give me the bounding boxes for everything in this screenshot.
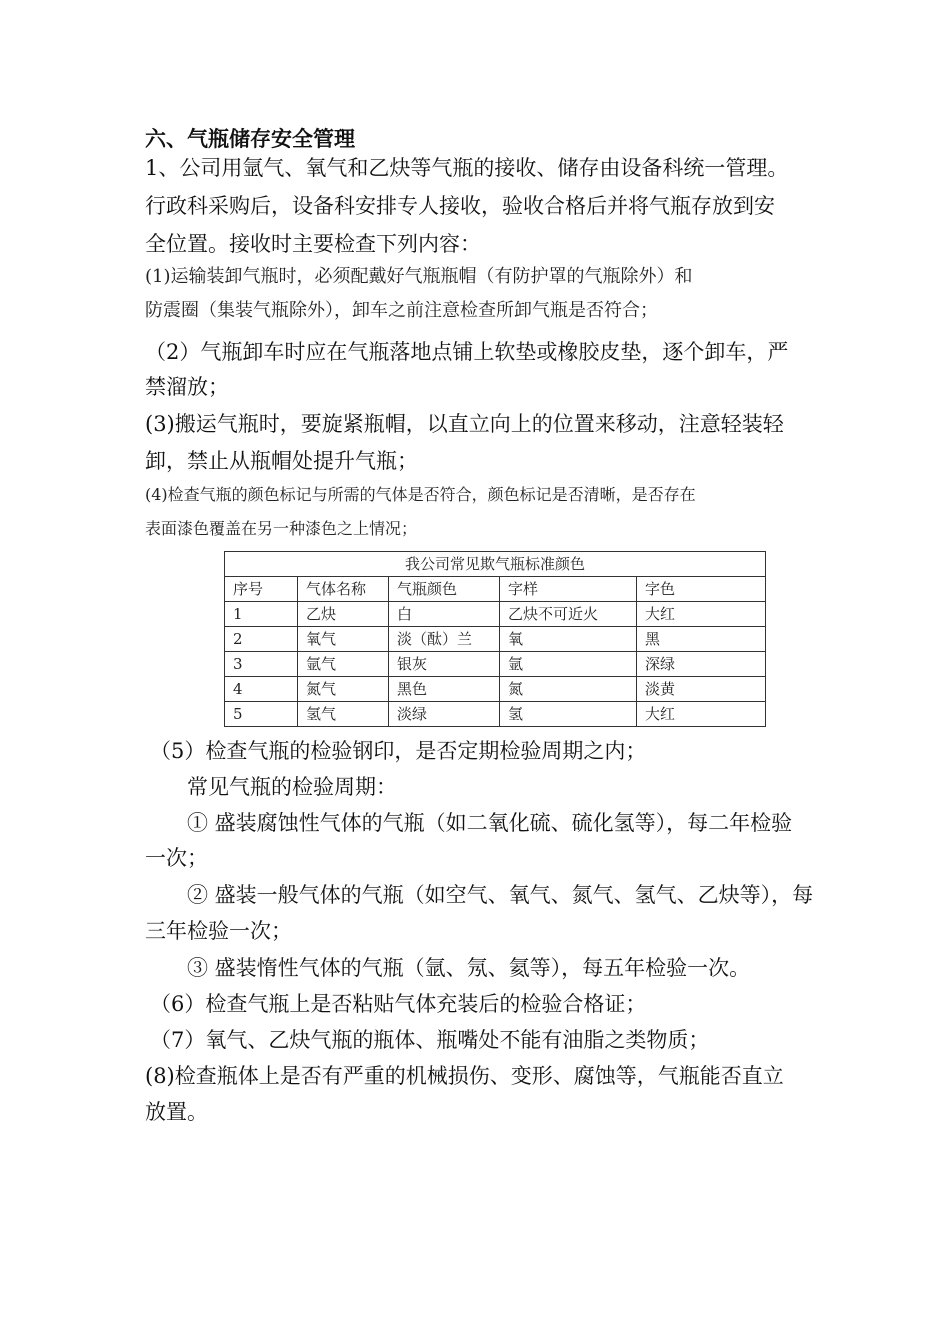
table-row	[225, 652, 766, 677]
table-cell: 黑色	[389, 677, 500, 702]
table-cell: 4	[225, 677, 298, 702]
table-cell: 淡绿	[389, 702, 500, 727]
item-7: （7）氧气、乙炔气瓶的瓶体、瓶嘴处不能有油脂之类物质；	[150, 1028, 710, 1052]
table-cell: 深绿	[637, 652, 766, 677]
table-cell: 黑	[637, 627, 766, 652]
table-cell: 淡（酞）兰	[389, 627, 500, 652]
item-3-line-2: 卸，禁止从瓶帽处提升气瓶；	[145, 449, 418, 473]
table-cell: 白	[389, 602, 500, 627]
table-row	[225, 677, 766, 702]
table-cell: 1	[225, 602, 298, 627]
inspection-period-title: 常见气瓶的检验周期：	[187, 775, 397, 799]
item-2-line-2: 禁溜放；	[145, 375, 229, 399]
period-1-line-1: ① 盛装腐蚀性气体的气瓶（如二氧化硫、硫化氢等），每二年检验	[187, 811, 793, 835]
header-cell-lettering-color: 字色	[637, 577, 766, 602]
table-cell: 淡黄	[637, 677, 766, 702]
table-cell: 2	[225, 627, 298, 652]
table-cell: 3	[225, 652, 298, 677]
table-header-row	[225, 577, 766, 602]
period-2-line-1: ② 盛装一般气体的气瓶（如空气、氧气、氮气、氢气、乙炔等），每	[187, 883, 814, 907]
section-heading: 六、气瓶储存安全管理	[145, 126, 355, 151]
table-cell: 银灰	[389, 652, 500, 677]
item-5: （5）检查气瓶的检验钢印，是否定期检验周期之内；	[150, 739, 647, 763]
table-cell: 氧气	[298, 627, 389, 652]
header-cell-index: 序号	[225, 577, 298, 602]
table-cell: 大红	[637, 602, 766, 627]
table-cell: 氢气	[298, 702, 389, 727]
item-2-line-1: （2）气瓶卸车时应在气瓶落地点铺上软垫或橡胶皮垫，逐个卸车，严	[145, 340, 789, 364]
item-4-line-2: 表面漆色覆盖在另一种漆色之上情况；	[145, 519, 418, 538]
header-cell-lettering: 字样	[500, 577, 637, 602]
intro-line-3: 全位置。接收时主要检查下列内容：	[145, 232, 481, 256]
table-caption-row	[225, 552, 766, 577]
item-6: （6）检查气瓶上是否粘贴气体充装后的检验合格证；	[150, 992, 647, 1016]
gas-cylinder-color-table	[224, 551, 766, 727]
intro-line-1: 1、公司用氩气、氧气和乙炔等气瓶的接收、储存由设备科统一管理。	[145, 156, 789, 180]
table-row	[225, 702, 766, 727]
item-4-line-1: (4)检查气瓶的颜色标记与所需的气体是否符合，颜色标记是否清晰，是否存在	[145, 485, 696, 504]
header-cell-cylinder-color: 气瓶颜色	[389, 577, 500, 602]
table-cell: 氩气	[298, 652, 389, 677]
table-cell: 氢	[500, 702, 637, 727]
period-2-line-2: 三年检验一次；	[145, 919, 292, 943]
table-cell: 乙炔不可近火	[500, 602, 637, 627]
item-8-line-1: (8)检查瓶体上是否有严重的机械损伤、变形、腐蚀等，气瓶能否直立	[145, 1064, 784, 1088]
table-cell: 5	[225, 702, 298, 727]
table-cell: 氧	[500, 627, 637, 652]
table-row	[225, 602, 766, 627]
table-cell: 氩	[500, 652, 637, 677]
period-1-line-2: 一次；	[145, 846, 208, 870]
table-caption: 我公司常见欺气瓶标准颜色	[225, 552, 766, 577]
item-1-line-1: (1)运输装卸气瓶时，必须配戴好气瓶瓶帽（有防护罩的气瓶除外）和	[145, 266, 693, 287]
period-3: ③ 盛装惰性气体的气瓶（氩、氖、氦等），每五年检验一次。	[187, 956, 751, 980]
item-8-line-2: 放置。	[145, 1100, 208, 1124]
table-cell: 乙炔	[298, 602, 389, 627]
table-cell: 氮气	[298, 677, 389, 702]
table-row	[225, 627, 766, 652]
item-3-line-1: (3)搬运气瓶时，要旋紧瓶帽，以直立向上的位置来移动，注意轻装轻	[145, 412, 784, 436]
table-cell: 大红	[637, 702, 766, 727]
header-cell-gas-name: 气体名称	[298, 577, 389, 602]
table-cell: 氮	[500, 677, 637, 702]
item-1-line-2: 防震圈（集装气瓶除外），卸车之前注意检查所卸气瓶是否符合；	[145, 300, 658, 321]
intro-line-2: 行政科采购后，设备科安排专人接收，验收合格后并将气瓶存放到安	[145, 194, 775, 218]
